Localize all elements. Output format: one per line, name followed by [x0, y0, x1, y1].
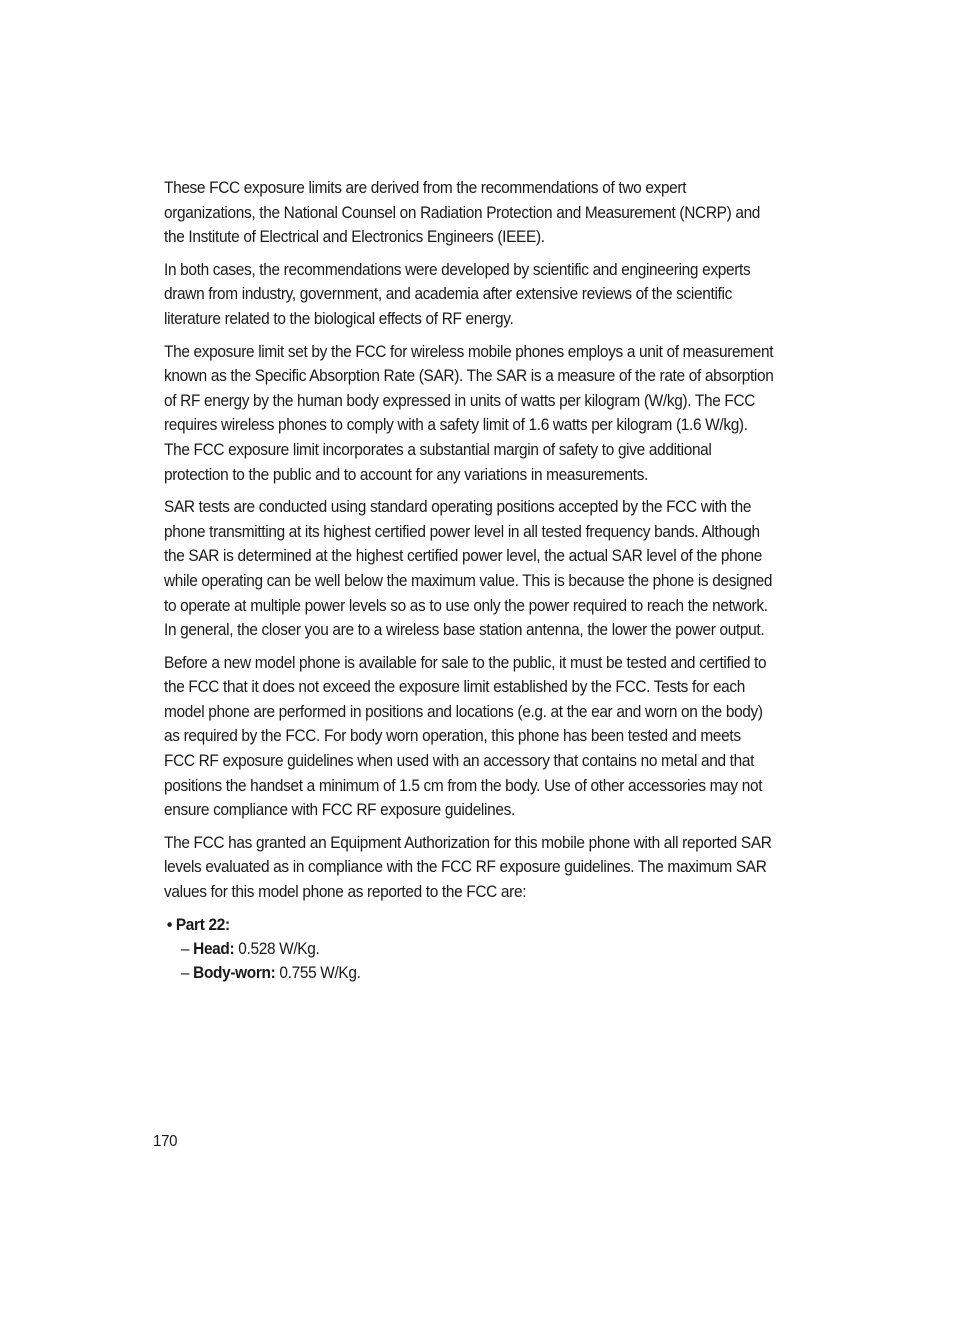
paragraph-sar-definition: The exposure limit set by the FCC for wireless mobile phones employs a unit of measurement known as the Specific Absorption Rate (SAR). The SAR is a measure of the rate of absorption of RF energy by the human body expressed in units of watts per kilogram (W/kg). The FCC requires wireless phones to comply with a safety limit of 1.6 watts per kilogram (1.6 W/kg). The FCC exposure limit incorporates a substantial margin of safety to give additional protection to the public and to account for any variations in measurements.: [164, 342, 774, 484]
paragraph-recommendations: In both cases, the recommendations were developed by scientific and engineering experts drawn from industry, government, and academia after extensive reviews of the scientific literature related to the biological effects of RF energy.: [164, 260, 751, 328]
list-item-part-22: [164, 913, 775, 937]
list-item-body-worn-sar: [164, 961, 775, 985]
head-label: Head:: [193, 940, 235, 959]
sar-values-list: [164, 913, 775, 986]
part-22-heading: Part 22:: [175, 915, 230, 934]
bullet-glyph: •: [166, 915, 172, 934]
dash-glyph: –: [180, 964, 190, 983]
paragraph-sar-tests: SAR tests are conducted using standard operating positions accepted by the FCC with the phone transmitting at its highest certified power level in all tested frequency bands. Although the SAR is determined at the highest certified power level, the actual SAR level of the phone while operating can be well below the maximum value. This is because the phone is designed to operate at multiple power levels so as to use only the power required to reach the network. In general, the closer you are to a wireless base station antenna, the lower the power output.: [164, 498, 773, 640]
body-worn-label: Body-worn:: [193, 964, 276, 983]
page-content: [164, 176, 774, 986]
paragraph-model-certification: Before a new model phone is available for sale to the public, it must be tested and certified to the FCC that it does not exceed the exposure limit established by the FCC. Tests for each model phone are performed in positions and locations (e.g. at the ear and worn on the body) as required by the FCC. For body worn operation, this phone has been tested and meets FCC RF exposure guidelines when used with an accessory that contains no metal and that positions the handset a minimum of 1.5 cm from the body. Use of other accessories may not ensure compliance with FCC RF exposure guidelines.: [164, 653, 767, 820]
head-value: 0.528 W/Kg.: [238, 940, 320, 959]
paragraph-fcc-limits-origin: These FCC exposure limits are derived from the recommendations of two expert organizations, the National Counsel on Radiation Protection and Measurement (NCRP) and the Institute of Electrical and Electronics Engineers (IEEE).: [164, 179, 761, 247]
paragraph-equipment-authorization: The FCC has granted an Equipment Authorization for this mobile phone with all reported SAR levels evaluated as in compliance with the FCC RF exposure guidelines. The maximum SAR values for this model phone as reported to the FCC are:: [164, 833, 772, 902]
body-worn-value: 0.755 W/Kg.: [279, 964, 361, 983]
list-item-head-sar: [164, 937, 775, 961]
dash-glyph: –: [180, 940, 190, 959]
page-number: 170: [153, 1133, 178, 1150]
